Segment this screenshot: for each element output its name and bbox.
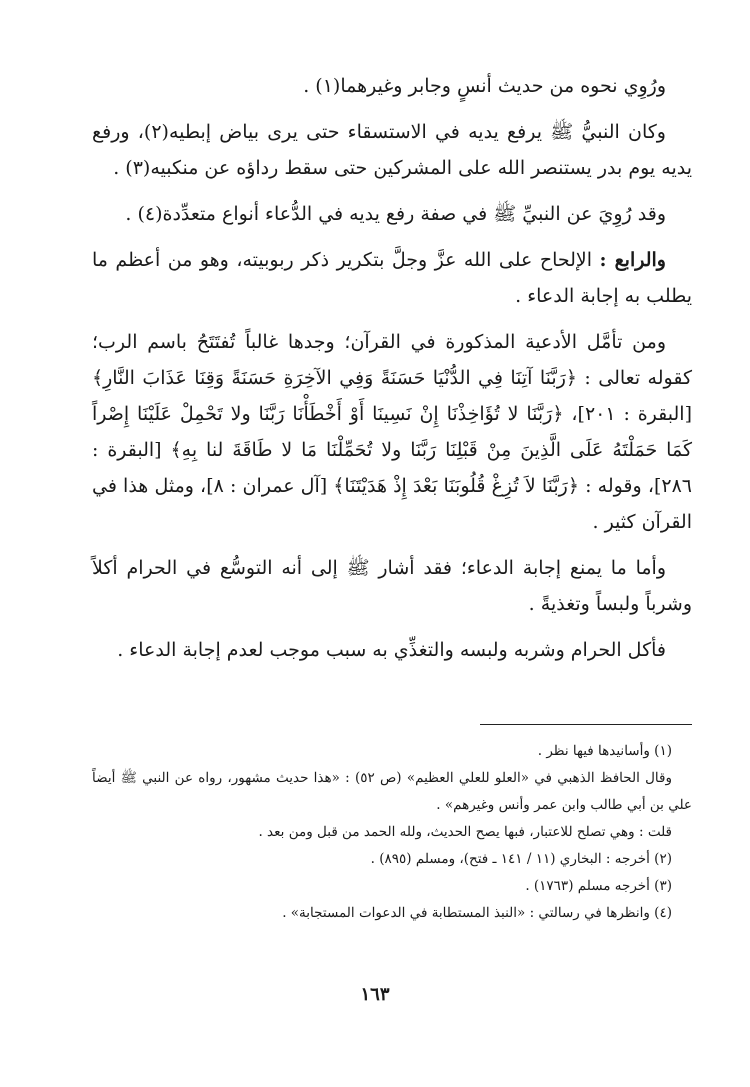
paragraph-3: وقد رُوِيَ عن النبيِّ ﷺ في صفة رفع يديه في الدُّعاء أنواع متعدِّدة(٤) . <box>125 203 666 225</box>
page-number: ١٦٣ <box>360 984 390 1005</box>
paragraph-4-lead: والرابع : <box>599 249 666 271</box>
paragraph-5: ومن تأمَّل الأدعية المذكورة في القرآن؛ وجدها غالباً تُفتَتَحُ باسم الرب؛ كقوله تعالى : ﴿رَبَّنَا آتِنَا فِي الدُّنْيَا حَسَنَةً وَفِي الآخِرَةِ حَسَنَةً وَقِنَا عَذَابَ النَّارِ﴾ [البقرة : ٢٠١]، ﴿رَبَّنَا لا تُؤَاخِذْنَا إِنْ نَسِينَا أَوْ أَخْطَأْنَا رَبَّنَا ولا تَحْمِلْ عَلَيْنَا إِصْراً كَمَا حَمَلْتَهُ عَلَى الَّذِينَ مِنْ قَبْلِنَا رَبَّنَا ولا تُحَمِّلْنَا مَا لا طَاقَةَ لنا بِهِ﴾ [البقرة : ٢٨٦]، وقوله : ﴿رَبَّنَا لاَ تُزِغْ قُلُوبَنَا بَعْدَ إِذْ هَدَيْتَنَا﴾ [آل عمران : ٨]، ومثل هذا في القرآن كثير . <box>92 331 692 533</box>
footnote-3: (٣) أخرجه مسلم (١٧٦٣) . <box>525 878 672 894</box>
paragraph-1: ورُوِي نحوه من حديث أنسٍ وجابر وغيرهما(١) . <box>303 75 666 97</box>
paragraph-7: فأكل الحرام وشربه ولبسه والتغذِّي به سبب موجب لعدم إجابة الدعاء . <box>117 639 666 661</box>
paragraph-4-text: الإلحاح على الله عزَّ وجلَّ بتكرير ذكر ربوبيته، وهو من أعظم ما يطلب به إجابة الدعاء . <box>92 249 692 307</box>
paragraph-2: وكان النبيُّ ﷺ يرفع يديه في الاستسقاء حتى يرى بياض إبطيه(٢)، ورفع يديه يوم بدر يستنصر الله على المشركين حتى سقط رداؤه عن منكبيه(٣) . <box>92 121 692 179</box>
paragraph-4 <box>92 242 692 314</box>
paragraph-6: وأما ما يمنع إجابة الدعاء؛ فقد أشار ﷺ إلى أنه التوسُّع في الحرام أكلاً وشرباً ولبساً وتغذيةً . <box>92 557 692 615</box>
footnote-2: (٢) أخرجه : البخاري (١١ / ١٤١ ـ فتح)، ومسلم (٨٩٥) . <box>370 851 672 867</box>
footnote-4: (٤) وانظرها في رسالتي : «النبذ المستطابة في الدعوات المستجابة» . <box>282 905 672 921</box>
footnote-1-comment: قلت : وهي تصلح للاعتبار، فبها يصح الحديث، ولله الحمد من قبل ومن بعد . <box>258 824 672 840</box>
footnotes <box>92 738 692 927</box>
main-text <box>92 68 692 678</box>
footnote-1: (١) وأسانيدها فيها نظر . <box>537 743 672 759</box>
footnote-separator <box>480 724 692 725</box>
footnote-1-continued: وقال الحافظ الذهبي في «العلو للعلي العظيم» (ص ٥٢) : «هذا حديث مشهور، رواه عن النبي ﷺ أيضاً علي بن أبي طالب وابن عمر وأنس وغيرهم» . <box>92 770 692 813</box>
